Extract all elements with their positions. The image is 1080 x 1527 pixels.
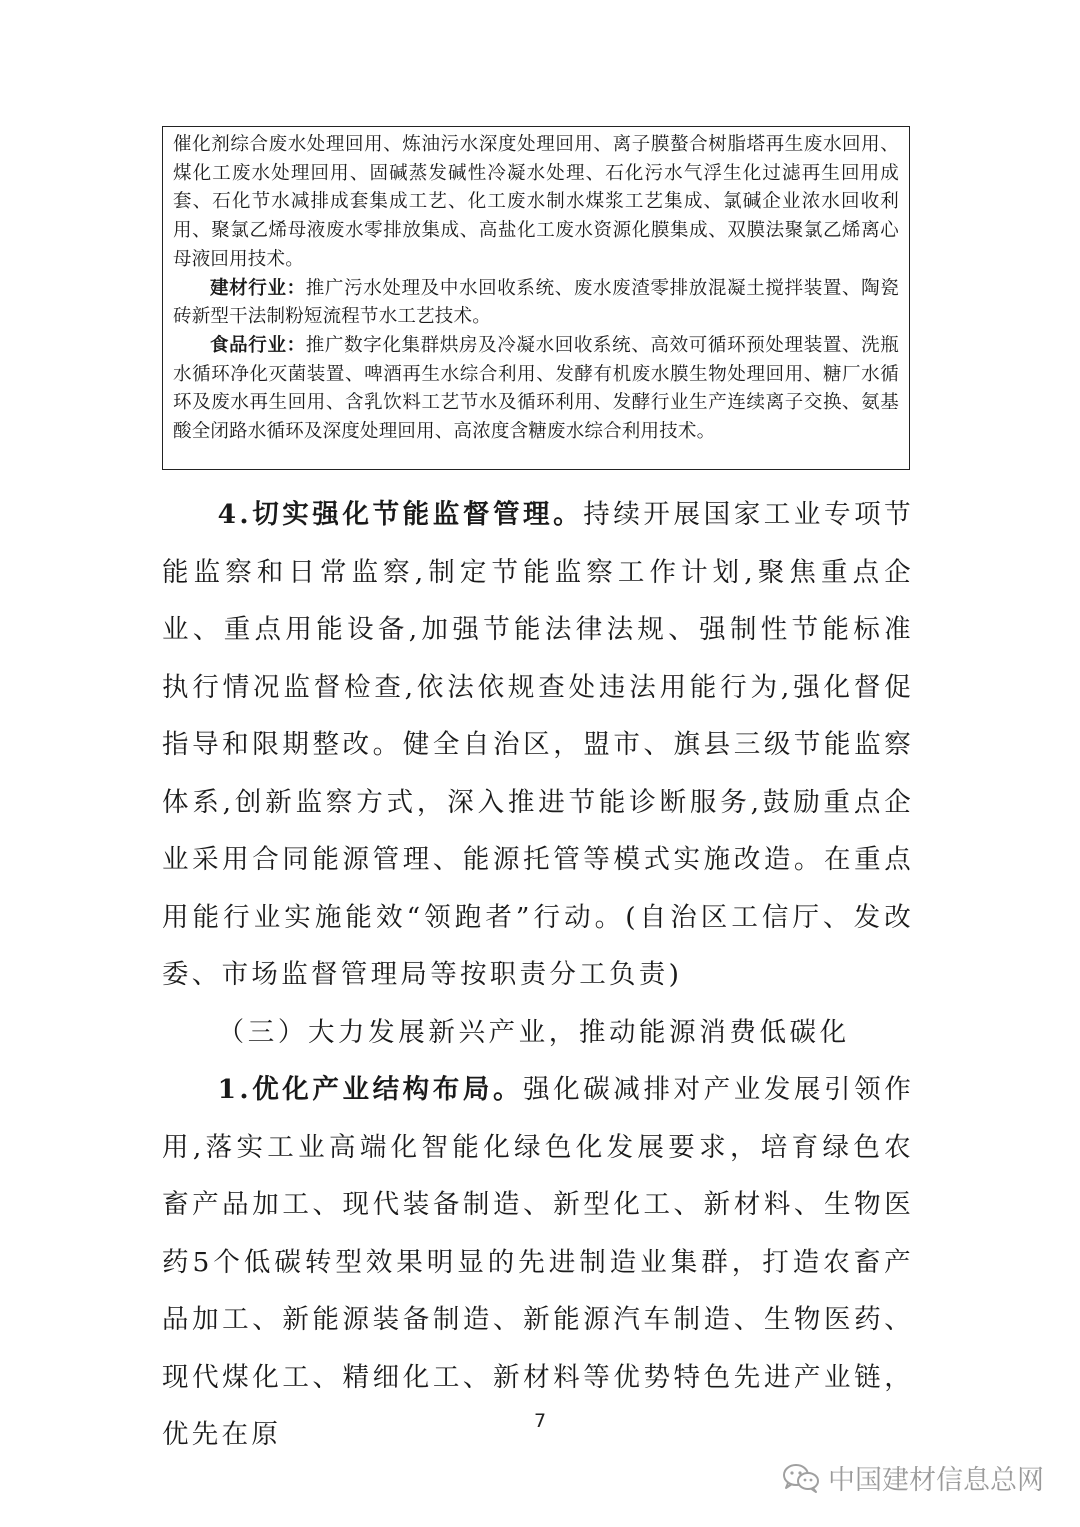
body-text	[162, 486, 914, 1464]
section-1-lead: 1.优化产业结构布局。	[217, 1074, 524, 1105]
section-4-text: 持续开展国家工业专项节能监察和日常监察,制定节能监察工作计划,聚焦重点企业、重点用能设备,加强节能法律法规、强制性节能标准执行情况监督检查,依法依规查处违法用能行为,强化督促指导和限期整改。健全自治区，盟市、旗县三级节能监察体系,创新监察方式，深入推进节能诊断服务,鼓励重点企业采用合同能源管理、能源托管等模式实施改造。在重点用能行业实施能效“领跑者”行动。(自治区工信厅、发改委、市场监督管理局等按职责分工负责)	[162, 499, 914, 990]
watermark-text: 中国建材信息总网	[828, 1465, 1044, 1496]
food-industry-text: 推广数字化集群烘房及冷凝水回收系统、高效可循环预处理装置、洗瓶水循环净化灭菌装置、啤酒再生水综合利用、发酵有机废水膜生物处理回用、糖厂水循环及废水再生回用、含乳饮料工艺节水及循环利用、发酵行业生产连续离子交换、氨基酸全闭路水循环及深度处理回用、高浓度含糖废水综合利用技术。	[173, 334, 899, 443]
box-paragraph-chemical-text: 催化剂综合废水处理回用、炼油污水深度处理回用、离子膜螯合树脂塔再生废水回用、煤化工废水处理回用、固碱蒸发碱性冷凝水处理、石化污水气浮生化过滤再生回用成套、石化节水减排成套集成工艺、化工废水制水煤浆工艺集成、氯碱企业浓水回收利用、聚氯乙烯母液废水零排放集成、高盐化工废水资源化膜集成、双膜法聚氯乙烯离心母液回用技术。	[173, 134, 899, 270]
watermark	[782, 1458, 1044, 1497]
food-industry-lead: 食品行业：	[210, 334, 306, 356]
box-paragraph-chemical	[173, 131, 899, 275]
page-number: 7	[533, 1410, 547, 1432]
building-materials-lead: 建材行业：	[210, 277, 306, 299]
building-materials-text: 推广污水处理及中水回收系统、废水废渣零排放混凝土搅拌装置、陶瓷砖新型干法制粉短流程节水工艺技术。	[173, 277, 899, 328]
section-4-paragraph	[162, 486, 914, 1004]
section-4-lead: 4.切实强化节能监督管理。	[217, 499, 584, 530]
section-heading-3: （三）大力发展新兴产业，推动能源消费低碳化	[217, 1016, 850, 1048]
wechat-icon	[782, 1463, 820, 1493]
section-1-text: 强化碳减排对产业发展引领作用,落实工业高端化智能化绿色化发展要求，培育绿色农畜产品加工、现代装备制造、新型化工、新材料、生物医药5个低碳转型效果明显的先进制造业集群，打造农畜产品加工、新能源装备制造、新能源汽车制造、生物医药、现代煤化工、精细化工、新材料等优势特色先进产业链，优先在原	[162, 1074, 914, 1450]
section-1-paragraph	[162, 1061, 914, 1464]
technology-box	[162, 126, 910, 470]
box-paragraph-food	[173, 332, 899, 447]
box-paragraph-building-materials	[173, 275, 899, 332]
